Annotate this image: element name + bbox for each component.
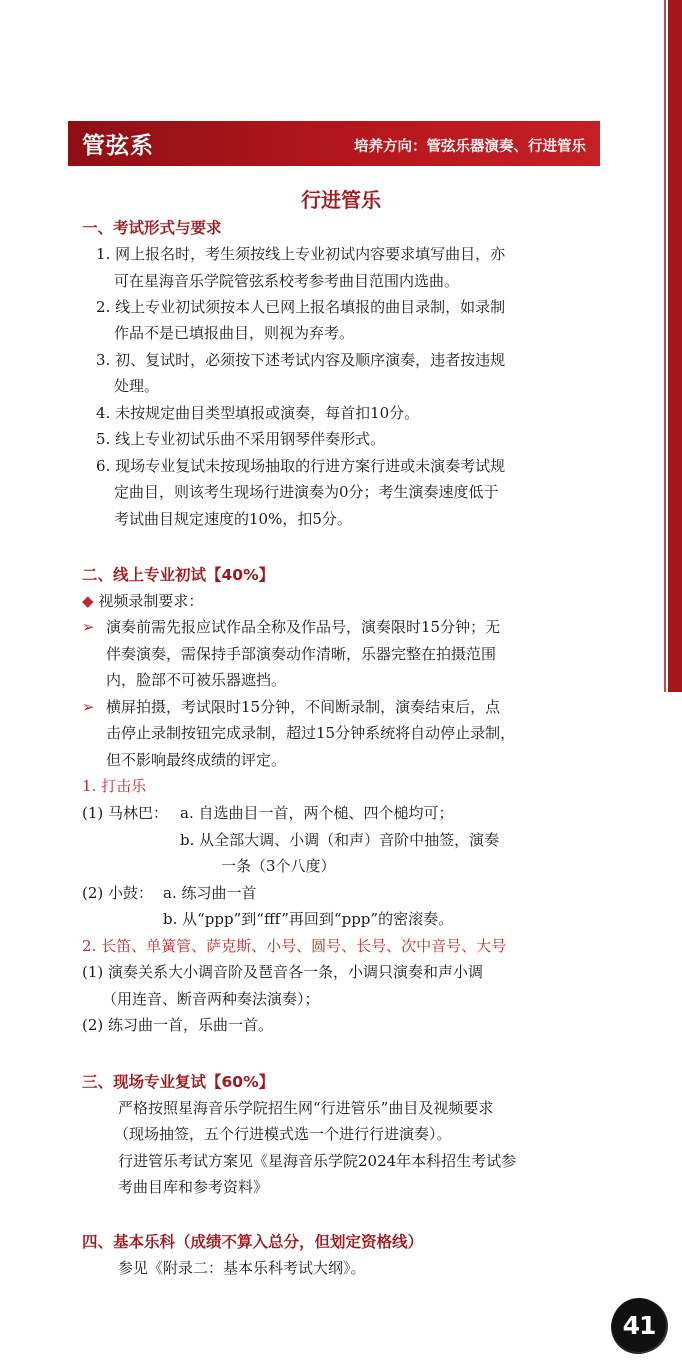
section-heading-onsite-exam: 三、现场专业复试【60%】 [82,1073,275,1091]
diamond-bullet-icon: ◆ [82,592,94,610]
winds-line: （用连音、断音两种奏法演奏）； [102,990,320,1008]
video-requirements [82,588,203,614]
list-item: 6. 现场专业复试未按现场抽取的行进方案行进或未演奏考试规 [96,457,506,475]
arrow-bullet-icon: ➢ [82,618,95,636]
percussion-heading: 1. 打击乐 [82,777,147,795]
list-item-cont: 可在星海音乐学院管弦系校考参考曲目范围内选曲。 [114,272,460,290]
paragraph-line: 参见《附录二：基本乐科考试大纲》。 [118,1259,366,1277]
list-item: 4. 未按规定曲目类型填报或演奏，每首扣10分。 [96,404,420,422]
page-title: 行进管乐 [301,188,381,212]
training-direction: 培养方向：管弦乐器演奏、行进管乐 [354,139,586,155]
list-item: 3. 初、复试时，必须按下述考试内容及顺序演奏，违者按违规 [96,351,506,369]
list-item-cont: 处理。 [114,377,160,395]
page-edge-bar [668,0,682,692]
page-edge-line [664,0,666,692]
winds-line: (1) 演奏关系大小调音阶及琶音各一条，小调只演奏和声小调 [82,963,484,981]
marimba-label: (1) 马林巴： [82,804,169,822]
video-requirements-label: 视频录制要求： [98,592,204,610]
section-heading-exam-format: 一、考试形式与要求 [82,219,222,237]
marimba-item-a: a. 自选曲目一首，两个槌、四个槌均可； [180,804,454,822]
bullet-line: 伴奏演奏，需保持手部演奏动作清晰，乐器完整在拍摄范围 [106,645,497,663]
bullet-line: 但不影响最终成绩的评定。 [106,751,287,769]
section-heading-basic-music: 四、基本乐科（成绩不算入总分，但划定资格线） [82,1233,424,1251]
department-banner [68,121,600,166]
marimba-item-b: b. 从全部大调、小调（和声）音阶中抽签，演奏 [180,831,500,849]
winds-heading: 2. 长笛、单簧管、萨克斯、小号、圆号、长号、次中音号、大号 [82,937,507,955]
marimba-item-b-cont: 一条（3个八度） [221,857,336,875]
section-heading-online-exam: 二、线上专业初试【40%】 [82,566,275,584]
bullet-line: 内，脸部不可被乐器遮挡。 [106,671,287,689]
bullet-line: 演奏前需先报应试作品全称及作品号，演奏限时15分钟；无 [106,618,501,636]
bullet-line: 击停止录制按钮完成录制，超过15分钟系统将自动停止录制， [106,724,516,742]
snare-label: (2) 小鼓： [82,884,154,902]
winds-line: (2) 练习曲一首，乐曲一首。 [82,1016,274,1034]
snare-item-b: b. 从“ppp”到“fff”再回到“ppp”的密滚奏。 [163,910,454,928]
paragraph-line: 严格按照星海音乐学院招生网“行进管乐”曲目及视频要求 [118,1099,494,1117]
paragraph-line: 行进管乐考试方案见《星海音乐学院2024年本科招生考试参 [118,1152,517,1170]
paragraph-line: （现场抽签，五个行进模式选一个进行行进演奏）。 [114,1125,452,1143]
list-item: 5. 线上专业初试乐曲不采用钢琴伴奏形式。 [96,430,386,448]
list-item-cont: 考试曲目规定速度的10%，扣5分。 [114,510,352,528]
list-item-cont: 作品不是已填报曲目，则视为弃考。 [114,324,355,342]
paragraph-line: 考曲目库和参考资料》 [118,1178,269,1196]
snare-item-a: a. 练习曲一首 [163,884,257,902]
arrow-bullet-icon: ➢ [82,698,95,716]
bullet-line: 横屏拍摄，考试限时15分钟，不间断录制，演奏结束后，点 [106,698,501,716]
list-item-cont: 定曲目，则该考生现场行进演奏为0分；考生演奏速度低于 [114,483,499,501]
list-item: 2. 线上专业初试须按本人已网上报名填报的曲目录制，如录制 [96,298,506,316]
department-title: 管弦系 [82,133,154,159]
list-item: 1. 网上报名时，考生须按线上专业初试内容要求填写曲目，亦 [96,245,506,263]
page-number: 41 [612,1298,666,1352]
